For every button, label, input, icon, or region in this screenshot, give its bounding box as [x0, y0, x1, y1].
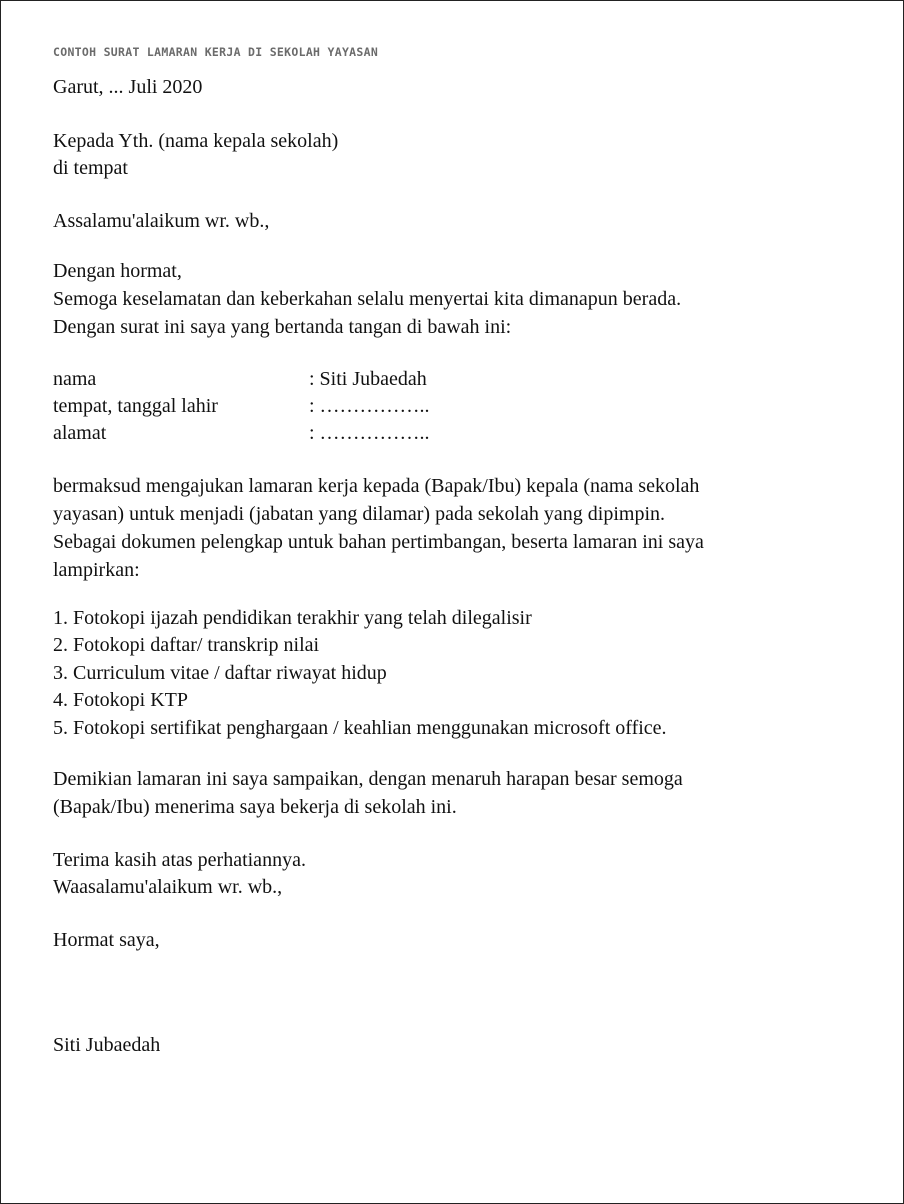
opening-line-3: Dengan surat ini saya yang bertanda tangan di bawah ini:: [53, 316, 512, 338]
identity-label: tempat, tanggal lahir: [53, 395, 218, 417]
identity-value: : ……………..: [309, 422, 430, 444]
identity-value: : ……………..: [309, 395, 430, 417]
opening-line-2: Semoga keselamatan dan keberkahan selalu menyertai kita dimanapun berada.: [53, 288, 682, 310]
opening-line-1: Dengan hormat,: [53, 260, 182, 282]
body-line-3: Sebagai dokumen pelengkap untuk bahan pertimbangan, beserta lamaran ini saya: [53, 531, 704, 553]
identity-row-birth: [53, 394, 430, 418]
body-line-1: bermaksud mengajukan lamaran kerja kepada (Bapak/Ibu) kepala (nama sekolah: [53, 475, 700, 497]
attachment-item: 1. Fotokopi ijazah pendidikan terakhir yang telah dilegalisir: [53, 607, 532, 629]
closing-line-1: Demikian lamaran ini saya sampaikan, dengan menaruh harapan besar semoga: [53, 768, 683, 790]
attachment-item: 2. Fotokopi daftar/ transkrip nilai: [53, 634, 320, 656]
attachment-item: 4. Fotokopi KTP: [53, 689, 189, 711]
closing-line-2: (Bapak/Ibu) menerima saya bekerja di sekolah ini.: [53, 796, 457, 818]
recipient-line-2: di tempat: [53, 157, 128, 179]
greeting: Assalamu'alaikum wr. wb.,: [53, 210, 270, 232]
thanks-line-1: Terima kasih atas perhatiannya.: [53, 849, 306, 871]
sign-off: Hormat saya,: [53, 929, 160, 951]
identity-value: : Siti Jubaedah: [309, 368, 427, 390]
document-heading: CONTOH SURAT LAMARAN KERJA DI SEKOLAH YAYASAN: [53, 45, 379, 59]
attachment-item: 5. Fotokopi sertifikat penghargaan / keahlian menggunakan microsoft office.: [53, 717, 667, 739]
identity-row-name: [53, 367, 427, 391]
signature-name: Siti Jubaedah: [53, 1034, 161, 1056]
place-date: Garut, ... Juli 2020: [53, 76, 203, 98]
identity-row-address: [53, 421, 430, 445]
attachment-item: 3. Curriculum vitae / daftar riwayat hidup: [53, 662, 387, 684]
recipient-line-1: Kepada Yth. (nama kepala sekolah): [53, 130, 339, 152]
thanks-line-2: Waasalamu'alaikum wr. wb.,: [53, 876, 283, 898]
body-line-4: lampirkan:: [53, 559, 140, 581]
identity-label: nama: [53, 368, 97, 390]
identity-label: alamat: [53, 422, 107, 444]
body-line-2: yayasan) untuk menjadi (jabatan yang dilamar) pada sekolah yang dipimpin.: [53, 503, 666, 525]
